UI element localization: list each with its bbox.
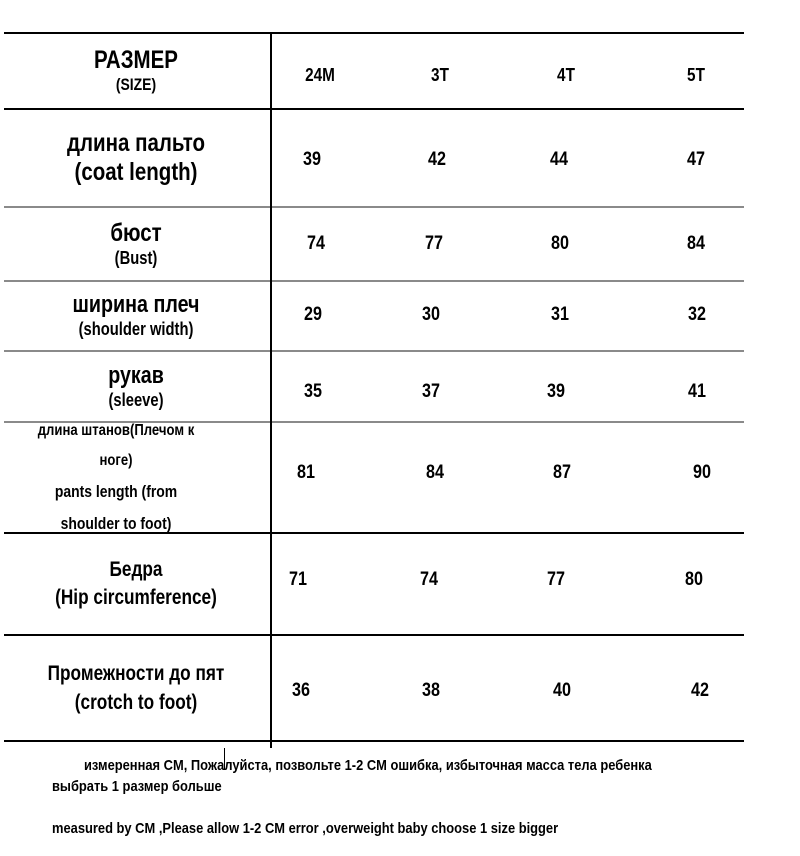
table-cell: 44 bbox=[550, 149, 568, 170]
row-label-sleeve bbox=[28, 352, 244, 421]
table-cell: 90 bbox=[693, 462, 711, 483]
header-size-label bbox=[28, 34, 244, 108]
size-header-4t: 4T bbox=[557, 64, 575, 85]
table-cell: 31 bbox=[551, 304, 569, 325]
table-cell: 81 bbox=[297, 462, 315, 483]
table-cell: 37 bbox=[422, 381, 440, 402]
row-label-crotch-to-foot bbox=[28, 636, 244, 740]
table-cell: 77 bbox=[547, 569, 565, 590]
row-label-ru: рукав bbox=[108, 361, 164, 389]
table-cell: 77 bbox=[425, 233, 443, 254]
table-cell: 47 bbox=[687, 149, 705, 170]
table-cell: 71 bbox=[289, 569, 307, 590]
row-label-en: (coat length) bbox=[74, 158, 198, 187]
table-cell: 80 bbox=[685, 569, 703, 590]
size-header-24m: 24M bbox=[305, 64, 335, 85]
row-label-ru: Бедра bbox=[109, 557, 163, 581]
table-bottom-border bbox=[4, 740, 744, 742]
table-cell: 41 bbox=[688, 381, 706, 402]
row-label-en: (crotch to foot) bbox=[74, 691, 198, 714]
row-label-ru: Промежности до пят bbox=[47, 661, 225, 685]
row-label-ru: длина пальто bbox=[66, 128, 206, 157]
table-cell: 39 bbox=[547, 381, 565, 402]
table-cell: 74 bbox=[307, 233, 325, 254]
row-label-ru: бюст bbox=[110, 218, 162, 247]
table-cell: 29 bbox=[304, 304, 322, 325]
size-header-3t: 3T bbox=[431, 64, 449, 85]
header-label-ru: РАЗМЕР bbox=[94, 46, 178, 75]
size-header-5t: 5T bbox=[687, 64, 705, 85]
row-label-pants-length bbox=[27, 423, 204, 532]
table-cell: 39 bbox=[303, 149, 321, 170]
row-label-en: pants length (from shoulder to foot) bbox=[54, 482, 178, 533]
row-label-ru: длина штанов(Плечом к ноге) bbox=[37, 421, 195, 470]
table-cell: 42 bbox=[691, 680, 709, 701]
table-cell: 80 bbox=[551, 233, 569, 254]
row-label-en: (Hip circumference) bbox=[55, 586, 217, 609]
column-divider bbox=[270, 34, 272, 748]
note-ru-line1: измеренная CM, Пожалуйста, позвольте 1-2 CM ошибка, избыточная масса тела ребенка bbox=[84, 757, 652, 774]
row-label-ru: ширина плеч bbox=[72, 291, 200, 319]
row-label-bust bbox=[28, 208, 244, 280]
table-cell: 87 bbox=[553, 462, 571, 483]
row-label-shoulder-width bbox=[28, 282, 244, 350]
row-label-en: (Bust) bbox=[114, 247, 158, 268]
table-cell: 32 bbox=[688, 304, 706, 325]
header-label-en: (SIZE) bbox=[115, 75, 157, 95]
note-ru-line2: выбрать 1 размер больше bbox=[52, 778, 222, 795]
table-cell: 36 bbox=[292, 680, 310, 701]
table-cell: 35 bbox=[304, 381, 322, 402]
row-label-hip-circumference bbox=[28, 534, 244, 634]
table-cell: 40 bbox=[553, 680, 571, 701]
row-label-en: (sleeve) bbox=[108, 389, 164, 410]
row-label-en: (shoulder width) bbox=[78, 319, 194, 339]
table-cell: 84 bbox=[426, 462, 444, 483]
table-cell: 84 bbox=[687, 233, 705, 254]
table-cell: 42 bbox=[428, 149, 446, 170]
table-cell: 38 bbox=[422, 680, 440, 701]
note-en: measured by CM ,Please allow 1-2 CM error ,overweight baby choose 1 size bigger bbox=[52, 820, 559, 837]
table-cell: 30 bbox=[422, 304, 440, 325]
row-label-coat-length bbox=[28, 110, 244, 206]
table-cell: 74 bbox=[420, 569, 438, 590]
